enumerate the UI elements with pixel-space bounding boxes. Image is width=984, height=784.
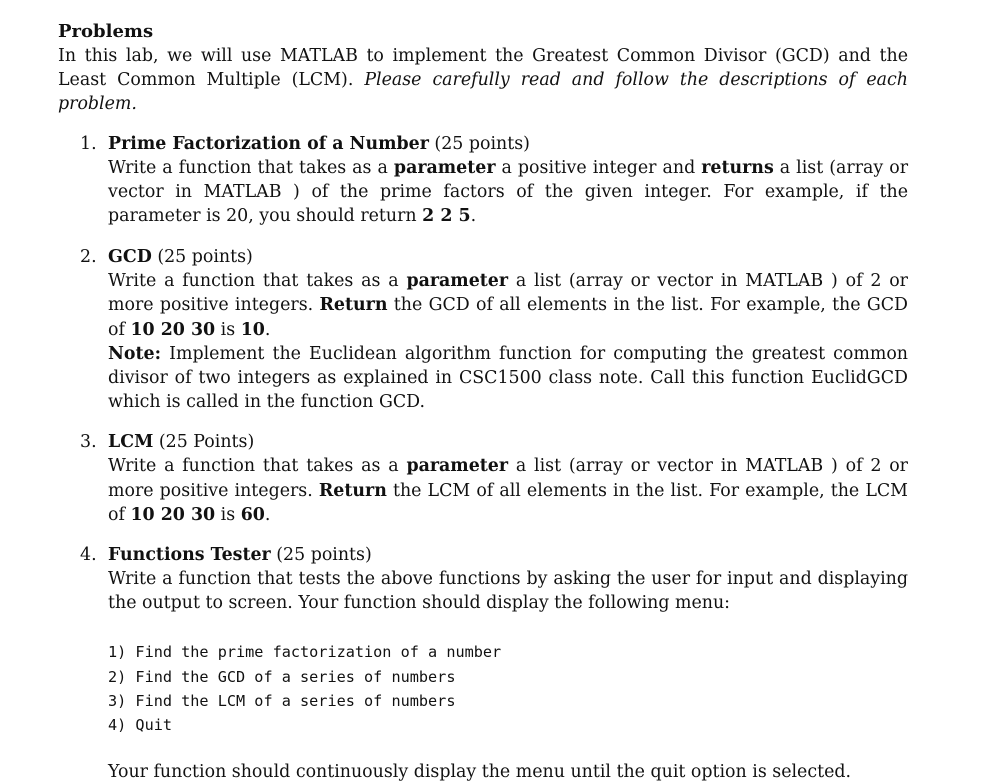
menu-listing <box>108 640 908 737</box>
menu-line: 3) Find the LCM of a series of numbers <box>108 691 456 710</box>
problem-title: Functions Tester <box>108 545 271 566</box>
bold-term: parameter <box>406 271 509 292</box>
problem-heading <box>108 132 908 156</box>
menu-line: 4) Quit <box>108 716 173 735</box>
problem-description <box>108 269 908 342</box>
menu-line: 1) Find the prime factorization of a number <box>108 643 502 662</box>
text-run: a list (array or vector in MATLAB ) of 2 or more positive integers. <box>108 456 908 501</box>
problem-description <box>108 156 908 229</box>
bold-term: 10 <box>240 319 265 340</box>
problem-heading <box>108 543 908 567</box>
problem-points: (25 points) <box>276 545 372 566</box>
problem-list <box>58 132 908 784</box>
text-run: a list (array or vector in MATLAB ) of the prime factors of the given integer. For example, if the parameter is 20, you should return <box>108 157 909 227</box>
problem-3 <box>58 430 908 527</box>
problem-2 <box>58 245 908 414</box>
intro-emphasis: Please carefully read and follow the descriptions of each problem. <box>58 70 908 115</box>
bold-term: 10 20 30 <box>130 319 216 340</box>
bold-term: Return <box>319 295 388 316</box>
problem-title: LCM <box>108 432 154 453</box>
bold-term: parameter <box>393 157 496 178</box>
problem-heading <box>108 430 908 454</box>
document-page <box>58 20 908 784</box>
problem-note <box>108 342 908 415</box>
text-run: the GCD of all elements in the list. For example, the GCD of <box>108 295 908 340</box>
problem-number: 4. <box>80 545 97 566</box>
bold-term: parameter <box>406 456 509 477</box>
intro-text: In this lab, we will use MATLAB to implement the Greatest Common Divisor (GCD) and the Least Common Multiple (LCM). <box>58 46 908 91</box>
problem-description <box>108 567 908 615</box>
problem-number: 1. <box>80 133 97 154</box>
problem-1 <box>58 132 908 229</box>
closing-sentence: Your function should continuously display the menu until the quit option is selected. <box>108 762 852 783</box>
menu-line: 2) Find the GCD of a series of numbers <box>108 667 456 686</box>
text-run: Write a function that takes as a <box>108 157 394 178</box>
problem-points: (25 Points) <box>158 432 255 453</box>
problem-title: GCD <box>108 247 152 268</box>
intro-paragraph <box>58 44 908 117</box>
bold-term: 2 2 5 <box>422 206 471 227</box>
problem-points: (25 points) <box>434 133 530 154</box>
text-run: Write a function that takes as a <box>108 456 407 477</box>
text-run: is <box>215 319 241 340</box>
note-text: Implement the Euclidean algorithm function for computing the greatest common divisor of two integers as explained in CSC1500 class note. Call this function EuclidGCD which is called in the function GCD. <box>108 343 908 413</box>
problem-title: Prime Factorization of a Number <box>108 133 429 154</box>
problem-number: 2. <box>80 247 97 268</box>
bold-term: Return <box>318 480 387 501</box>
note-label: Note: <box>108 343 162 364</box>
problem-heading <box>108 245 908 269</box>
bold-term: 60 <box>240 504 265 525</box>
text-run: is <box>215 504 241 525</box>
text-run: Write a function that tests the above functions by asking the user for input and displaying the output to screen. Your function should display the following menu: <box>108 569 908 614</box>
bold-term: returns <box>701 157 774 178</box>
bold-term: 10 20 30 <box>130 504 216 525</box>
text-run: . <box>470 206 477 227</box>
problem-number: 3. <box>80 432 97 453</box>
text-run: the LCM of all elements in the list. For example, the LCM of <box>108 480 908 525</box>
text-run: Write a function that takes as a <box>108 271 407 292</box>
problem-description <box>108 454 908 527</box>
text-run: a list (array or vector in MATLAB ) of 2 or more positive integers. <box>108 271 908 316</box>
problem-4 <box>58 543 908 784</box>
problem-points: (25 points) <box>157 247 253 268</box>
text-run: a positive integer and <box>495 157 702 178</box>
text-run: . <box>264 319 271 340</box>
text-run: . <box>264 504 271 525</box>
section-title: Problems <box>58 21 154 42</box>
